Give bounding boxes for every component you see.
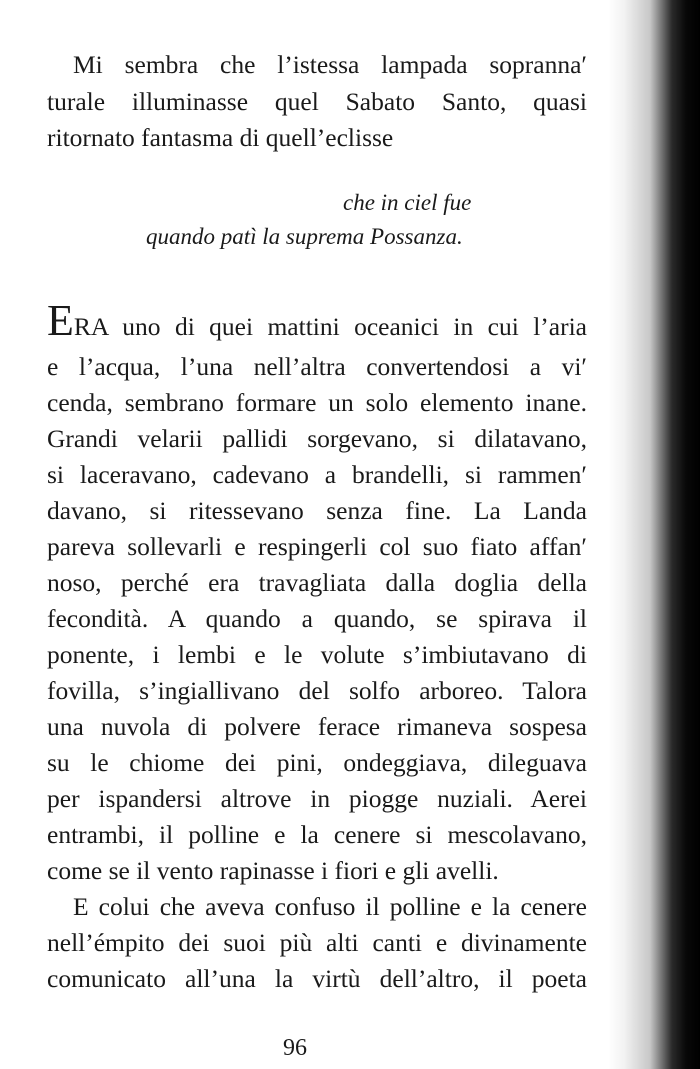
paragraph-1-line: su le chiome dei pini, ondeggiava, dileguava xyxy=(47,748,587,777)
paragraph-1-line: cenda, sembrano formare un solo elemento inane. xyxy=(47,388,587,417)
paragraph-1-line: davano, si ritessevano senza fine. La Landa xyxy=(47,496,587,525)
paragraph-1-line: fecondità. A quando a quando, se spirava il xyxy=(47,604,587,633)
paragraph-1-line: Grandi velarii pallidi sorgevano, si dilatavano, xyxy=(47,424,587,453)
paragraph-1-line: pareva sollevarli e respingerli col suo fiato affan′ xyxy=(47,532,587,561)
paragraph-1-line-1 xyxy=(47,296,587,345)
paragraph-1-line: per ispandersi altrove in piogge nuziali. Aerei xyxy=(47,784,587,813)
paragraph-1-first-line-rest: RA uno di quei mattini oceanici in cui l’aria xyxy=(73,312,587,341)
verse-line-1: che in ciel fue xyxy=(343,190,472,215)
verse-line-2: quando patì la suprema Possanza. xyxy=(146,224,463,249)
paragraph-2-line: comunicato all’una la virtù dell’altro, il poeta xyxy=(47,964,587,993)
paragraph-2-line: E colui che aveva confuso il polline e la cenere xyxy=(73,892,587,921)
intro-line-2: turale illuminasse quel Sabato Santo, quasi xyxy=(47,87,587,116)
book-spine-shadow xyxy=(608,0,700,1069)
paragraph-1-line: e l’acqua, l’una nell’altra convertendosi a vi′ xyxy=(47,352,587,381)
paragraph-1-line: fovilla, s’ingiallivano del solfo arboreo. Talora xyxy=(47,676,587,705)
paragraph-1-line: entrambi, il polline e la cenere si mescolavano, xyxy=(47,820,587,849)
paragraph-2-line: nell’émpito dei suoi più alti canti e divinamente xyxy=(47,928,587,957)
paragraph-1-line: come se il vento rapinasse i fiori e gli avelli. xyxy=(47,856,499,885)
intro-line-3: ritornato fantasma di quell’eclisse xyxy=(47,123,394,152)
paragraph-1-line: si laceravano, cadevano a brandelli, si rammen′ xyxy=(47,460,587,489)
paragraph-1-line: noso, perché era travagliata dalla doglia della xyxy=(47,568,587,597)
paragraph-1-line: una nuvola di polvere ferace rimaneva sospesa xyxy=(47,712,587,741)
page-number: 96 xyxy=(283,1035,307,1061)
intro-line-1: Mi sembra che l’istessa lampada sopranna′ xyxy=(73,50,587,79)
paragraph-1-line: ponente, i lembi e le volute s’imbiutavano di xyxy=(47,640,587,669)
drop-cap: E xyxy=(47,296,74,345)
